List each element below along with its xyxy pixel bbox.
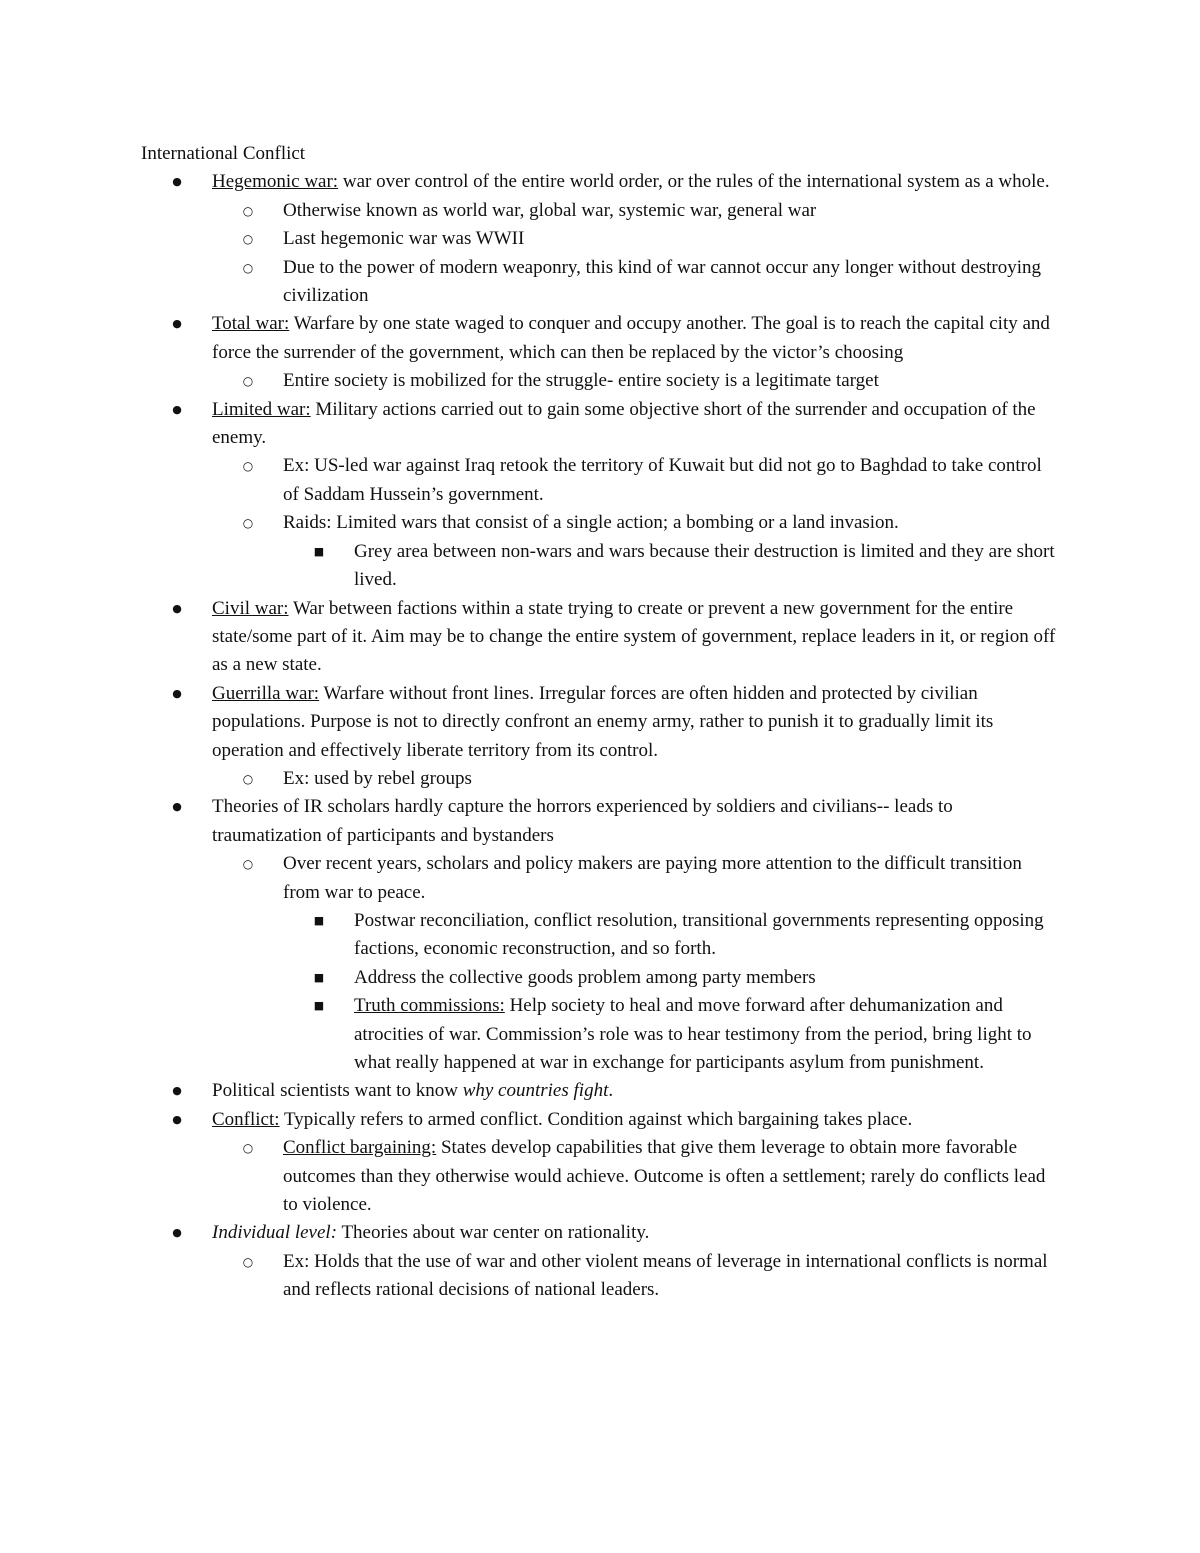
sub-item: [212, 850, 1061, 1077]
sub-sub-item: [283, 538, 1061, 595]
sub-item: [212, 1134, 1061, 1219]
definition-hegemonic-war: war over control of the entire world order, or the rules of the international system as a whole.: [338, 171, 1050, 193]
sub-sub-list-raids: [283, 538, 1061, 595]
bullet-square-icon: ■: [313, 544, 325, 558]
definition-guerrilla-war: Warfare without front lines. Irregular forces are often hidden and protected by civilian populations. Purpose is not to directly confront an enemy army, rather to punish it to gradually limit its operation and effectively liberate territory from its control.: [212, 682, 994, 761]
sub-item-text: Due to the power of modern weaponry, this kind of war cannot occur any longer without destroying civilization: [283, 256, 1042, 307]
sub-sub-item: [283, 992, 1061, 1077]
bullet-dot-icon: ●: [172, 1226, 182, 1240]
list-item-political-scientists: [141, 1077, 1061, 1105]
bullet-circle-icon: ○: [242, 771, 254, 786]
sub-item: [212, 225, 1061, 253]
bullet-square-icon: ■: [313, 999, 325, 1013]
sub-item: [212, 254, 1061, 311]
term-limited-war: Limited war:: [212, 398, 311, 420]
bullet-circle-icon: ○: [242, 459, 254, 474]
bullet-dot-icon: ●: [172, 601, 182, 615]
political-text: Political scientists want to know: [212, 1080, 463, 1102]
list-item-limited-war: [141, 396, 1061, 595]
term-conflict: Conflict:: [212, 1108, 280, 1130]
sub-list-total: [212, 367, 1061, 395]
term-individual-level: Individual level:: [212, 1222, 338, 1244]
definition-conflict-bargaining: States develop capabilities that give them leverage to obtain more favorable outcomes than they otherwise would achieve. Outcome is often a settlement; rarely do conflicts lead to violence.: [283, 1137, 1046, 1216]
definition-truth-commissions: Help society to heal and move forward after dehumanization and atrocities of war. Commission’s role was to hear testimony from the period, bring light to what really happened at war in exchange for participants asylum from punishment.: [354, 995, 1032, 1073]
sub-item-text: Ex: US-led war against Iraq retook the territory of Kuwait but did not go to Baghdad to take control of Saddam Hussein’s government.: [283, 455, 1042, 505]
term-hegemonic-war: Hegemonic war:: [212, 171, 339, 193]
sub-item-text: Over recent years, scholars and policy makers are paying more attention to the difficult transition from war to peace.: [283, 853, 1022, 903]
definition-civil-war: War between factions within a state trying to create or prevent a new government for the entire state/some part of it. Aim may be to change the entire system of government, replace leaders in it, or region off as a new state.: [212, 597, 1056, 676]
definition-total-war: Warfare by one state waged to conquer and occupy another. The goal is to reach the capital city and force the surrender of the government, which can then be replaced by the victor’s choosing: [212, 313, 1050, 363]
sub-list-conflict: [212, 1134, 1061, 1219]
bullet-circle-icon: ○: [242, 260, 254, 275]
sub-item: [212, 197, 1061, 225]
list-item-individual-level: [141, 1219, 1061, 1304]
sub-item: [212, 1248, 1061, 1305]
bullet-circle-icon: ○: [242, 516, 254, 531]
sub-sub-item-text: Grey area between non-wars and wars because their destruction is limited and they are short lived.: [354, 540, 1055, 591]
sub-item-text: Ex: used by rebel groups: [283, 767, 472, 789]
list-item-civil-war: [141, 595, 1061, 680]
term-conflict-bargaining: Conflict bargaining:: [283, 1137, 437, 1159]
term-truth-commissions: Truth commissions:: [354, 995, 505, 1017]
theories-text: Theories of IR scholars hardly capture the horrors experienced by soldiers and civilians-- leads to traumatization of participants and bystanders: [212, 796, 953, 846]
sub-item-text: Raids: Limited wars that consist of a single action; a bombing or a land invasion.: [283, 512, 899, 534]
bullet-circle-icon: ○: [242, 1254, 254, 1269]
sub-list-theories: [212, 850, 1061, 1077]
sub-item-text: Otherwise known as world war, global war, systemic war, general war: [283, 199, 817, 221]
term-guerrilla-war: Guerrilla war:: [212, 682, 320, 704]
bullet-circle-icon: ○: [242, 1141, 254, 1156]
sub-item-text: Ex: Holds that the use of war and other violent means of leverage in international conflicts is normal and reflects rational decisions of national leaders.: [283, 1250, 1048, 1301]
list-item-guerrilla-war: [141, 680, 1061, 794]
bullet-square-icon: ■: [313, 970, 325, 984]
bullet-circle-icon: ○: [242, 857, 254, 872]
term-total-war: Total war:: [212, 313, 290, 335]
bullet-circle-icon: ○: [242, 203, 254, 218]
bullet-dot-icon: ●: [172, 402, 182, 416]
definition-individual-level: Theories about war center on rationality.: [337, 1222, 650, 1244]
list-item-conflict: [141, 1106, 1061, 1220]
document-title: International Conflict: [141, 143, 306, 164]
sub-sub-item: [283, 907, 1061, 964]
sub-sub-list-transition: [283, 907, 1061, 1077]
bullet-dot-icon: ●: [172, 1112, 182, 1126]
sub-item: [212, 509, 1061, 594]
sub-item: [212, 452, 1061, 509]
bullet-dot-icon: ●: [172, 175, 182, 189]
sub-item-text: Entire society is mobilized for the struggle- entire society is a legitimate target: [283, 370, 879, 392]
definition-limited-war: Military actions carried out to gain some objective short of the surrender and occupation of the enemy.: [212, 398, 1036, 449]
list-item-total-war: [141, 310, 1061, 395]
sub-sub-item: [283, 964, 1061, 992]
sub-sub-item-text: Postwar reconciliation, conflict resolution, transitional governments representing opposing factions, economic reconstruction, and so forth.: [354, 909, 1044, 960]
political-end: .: [608, 1080, 614, 1102]
bullet-circle-icon: ○: [242, 374, 254, 389]
bullet-dot-icon: ●: [172, 1084, 182, 1098]
main-bullet-list: [141, 168, 1061, 1304]
sub-list-hegemonic: [212, 197, 1061, 311]
sub-list-guerrilla: [212, 765, 1061, 793]
list-item-theories: [141, 793, 1061, 1077]
bullet-dot-icon: ●: [172, 800, 182, 814]
sub-item-text: Last hegemonic war was WWII: [283, 228, 525, 250]
sub-list-limited: [212, 452, 1061, 594]
sub-sub-item-text: Address the collective goods problem among party members: [354, 966, 816, 988]
bullet-square-icon: ■: [313, 913, 325, 927]
bullet-dot-icon: ●: [172, 317, 182, 331]
document-page: [141, 140, 1061, 1305]
sub-list-individual: [212, 1248, 1061, 1305]
list-item-hegemonic-war: [141, 168, 1061, 310]
bullet-dot-icon: ●: [172, 686, 182, 700]
sub-item: [212, 367, 1061, 395]
bullet-circle-icon: ○: [242, 232, 254, 247]
definition-conflict: Typically refers to armed conflict. Condition against which bargaining takes place.: [279, 1108, 913, 1130]
political-italic-text: why countries fight: [462, 1080, 609, 1102]
term-civil-war: Civil war:: [212, 597, 289, 619]
sub-item: [212, 765, 1061, 793]
